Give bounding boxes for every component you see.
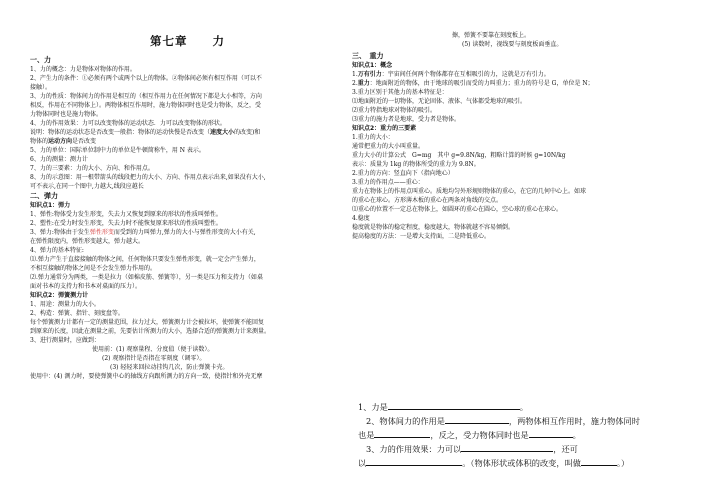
note-text: 物体的 <box>30 138 49 145</box>
text: 3、力的作用效果：力可以 <box>366 444 462 454</box>
text-line: 到原来的长度，因此在测量之前，先要估计所测力的大小，选择合适的弹簧测力计来测量。 <box>30 328 271 335</box>
elastic-body <box>30 210 340 228</box>
elastic-force-line <box>30 228 340 237</box>
note-text: 的改变)和 <box>234 129 261 136</box>
knowledge-point-heading: 知识点1：概念 <box>352 62 393 69</box>
spring-scale-body <box>30 300 340 345</box>
note-bold: 运动方向 <box>48 138 73 145</box>
bold-term: 万有引力 <box>357 71 382 78</box>
quiz-question-1 <box>358 400 680 414</box>
text-line: 相反，作用在不同物体上）。两物体相互作用时，施力物体同时也是受力物体，反之，受 <box>30 102 262 109</box>
left-column <box>30 55 340 381</box>
chapter-title: 第七章 力 <box>150 34 225 48</box>
text: ，两物体相互作用时，施力物体同时 <box>508 416 640 426</box>
answer-blank[interactable] <box>529 428 573 438</box>
text: 以 <box>358 458 367 468</box>
text-line: 4、力的作用效果：力可以改变物体的运动状态．力可以改变物体的形状。 <box>30 120 226 127</box>
text: 1、力是 <box>358 402 388 412</box>
text-line: 7、力的三要素：力的大小、方向、和作用点。 <box>30 165 154 172</box>
text-line: 2.重力的方向：竖直向下（指向地心） <box>352 170 454 177</box>
quiz-question-3-cont <box>358 456 680 470</box>
usage-line: (3) 轻轻来回拉动挂钩几次，防止弹簧卡壳。 <box>110 364 229 371</box>
text-line: 3.重力的作用点——重心： <box>352 179 424 186</box>
section-force-body <box>30 65 340 128</box>
text: ：地面附近的物体，由于地球的吸引而受的力叫重力；重力的符号是 G，单位是 N； <box>369 80 594 87</box>
section-force-body-2 <box>30 146 340 191</box>
text: 而受到的力叫弹力,弹力的大小与弹性形变的大小有关, <box>113 229 256 236</box>
note-text: 说明：物体的运动状态是否改变一般指：物体的运动快慢是否改变（ <box>30 129 211 136</box>
text-line: 面对书本的支持力和书本对桌面的压力）。 <box>30 283 142 290</box>
text: ：宇宙间任何两个物体都存在互相吸引的力，这就是万有引力。 <box>381 71 550 78</box>
text-line: 1.重力的大小： <box>352 134 394 141</box>
text: 1. <box>352 71 358 78</box>
text: ，反之，受力物体同时也是 <box>430 430 529 440</box>
text-line: 稳度就是物体的稳定程度，稳度越大，物体就越不容易倾倒。 <box>352 224 515 231</box>
gravity-body <box>352 88 674 124</box>
answer-blank[interactable] <box>374 428 430 438</box>
answer-blank[interactable] <box>366 456 462 466</box>
text-line: 1、弹性:物体受力发生形变，失去力又恢复到原来的形状的性质叫弹性。 <box>30 211 222 218</box>
text-line: 2、构造：弹簧、指针、刻度盘等。 <box>30 310 124 317</box>
text-line: ⑴重心的位置不一定总在物体上，如圆环的重心在圆心，空心球的重心在球心。 <box>352 206 563 213</box>
knowledge-point-heading: 知识点2：重力的三要素 <box>352 125 417 132</box>
usage-line: 使用前：(1) 观察量程、分度值（便于读数）。 <box>92 346 214 353</box>
force-note-line <box>30 137 340 146</box>
text-line: 提高稳度的方法：一是增大支持面，二是降低重心。 <box>352 233 491 240</box>
text-line: ⑴地面附近的一切物体，无论固体、液体、气体都受地球的吸引。 <box>352 98 527 105</box>
text-line: 3.重力区别于其他力的基本特征是： <box>352 89 448 96</box>
text: 。 <box>519 402 528 412</box>
knowledge-point-heading: 知识点1：弹力 <box>30 202 71 209</box>
elastic-body-2 <box>30 237 340 291</box>
answer-blank[interactable] <box>461 442 553 452</box>
gravity-line <box>352 70 674 79</box>
force-note-line <box>30 128 340 137</box>
text: 。） <box>616 458 630 468</box>
text: 2、物体间力的作用是 <box>366 416 445 426</box>
knowledge-point-heading: 知识点2：弹簧测力计 <box>30 292 89 299</box>
text-line: 不相互接触的物体之间是不会发生弹力作用的。 <box>30 265 157 272</box>
section-gravity-heading: 三、 重力 <box>352 52 384 60</box>
text-line: 重力在物体上的作用点叫重心。质地均匀外形规则物体的重心，在它的几何中心上。如球 <box>352 188 587 195</box>
text-line: 表示：质量为 1kg 的物体所受的重力为 9.8N。 <box>352 161 480 168</box>
text-line: 每个弹簧测力计都有一定的测量范围，拉力过大，弹簧测力计会被拉坏，使弹簧不能回复 <box>30 319 265 326</box>
note-text: 是否改变 <box>72 138 97 145</box>
text-line: ⑴.弹力产生于直接接触的物体之间，任何物体只要发生弹性形变，就一定会产生弹力， <box>30 256 260 263</box>
text-line: 2、塑性:在受力时发生形变，失去力时不能恢复原来形状的性质叫塑性。 <box>30 220 222 227</box>
text-line: ⑶重力的施力者是地球，受力者是物体。 <box>352 116 461 123</box>
right-column <box>352 31 674 241</box>
text-line: 重力大小的计算公式 G=mg 其中 g=9.8N/kg，粗略计算的时候 g=10N/kg <box>352 152 566 159</box>
text-line: 1、力的概念：力是物体对物体的作用。 <box>30 66 136 73</box>
usage-line: (2) 观察指针是否指在零刻度（调零）。 <box>102 355 206 362</box>
note-bold: 速度大小 <box>210 129 235 136</box>
text-line: 通常把重力的大小叫重量。 <box>352 143 425 150</box>
continued-line: (5) 读数时，视线要与刻度板面垂直。 <box>462 41 563 48</box>
text-line: 4.稳度 <box>352 215 370 222</box>
text-line: 力物体同时也是施力物体。 <box>30 111 103 118</box>
text-line: 8、力的示意图：用一根带箭头的线段把力的大小、方向、作用点表示出来,如果没有大小, <box>30 174 266 181</box>
text: ，还可 <box>553 444 578 454</box>
text-line: ⑵重力特指地球对物体的吸引。 <box>352 107 437 114</box>
gravity-elements-body <box>352 133 674 241</box>
text-line: 3、进行测量时，应做到： <box>30 337 100 344</box>
highlight-text: 弹性形变 <box>89 229 114 236</box>
section-elastic-heading: 二、弹力 <box>30 192 58 200</box>
text-line: 在弹性限度内，弹性形变越大，弹力越大。 <box>30 238 145 245</box>
text-line: 1、用途：测量力的大小。 <box>30 301 100 308</box>
fill-in-quiz <box>358 400 680 470</box>
text-line: 2、产生力的条件：①必须有两个或两个以上的物体。②物体间必须有相互作用（可以不 <box>30 75 262 82</box>
text-line: 4、弹力的基本特征: <box>30 247 84 254</box>
answer-blank[interactable] <box>581 456 617 466</box>
text: 也是 <box>358 430 375 440</box>
text-line: 3、力的性质：物体间力的作用是相互的（相互作用力在任何情况下都是大小相等，方向 <box>30 93 262 100</box>
section-force-heading: 一、力 <box>30 56 51 64</box>
text-line: 6、力的测量：测力计 <box>30 156 88 163</box>
answer-blank[interactable] <box>445 414 509 424</box>
answer-blank[interactable] <box>388 400 520 410</box>
text: 3、弹力:物体由于发生 <box>30 229 90 236</box>
text-line: 的重心在球心。方形薄木板的重心在两条对角线的交点。 <box>352 197 503 204</box>
text-line: 可不表示,在同一个图中,力越大,线段应越长 <box>30 183 144 190</box>
quiz-question-2-cont <box>358 428 680 442</box>
text-line: ⑵.弹力通常分为两类，一类是拉力（如棉皮筋、弹簧等），另一类是压力和支持力（如桌 <box>30 274 263 281</box>
text-line: 接触）。 <box>30 84 52 91</box>
bold-term: 重力 <box>357 80 370 87</box>
quiz-question-2 <box>366 414 680 428</box>
continued-line: 擦，弹簧不要靠在刻度板上。 <box>452 32 531 39</box>
text: 。（物体形状或体积的改变，叫做 <box>462 458 581 468</box>
usage-line: 使用中：(4) 测力时，要使弹簧中心的轴线方向跟所测力的方向一致，使指针和外壳无摩 <box>30 373 263 380</box>
text-line: 5、力的单位：国际单位制中力的单位是牛顿简称牛，用 N 表示。 <box>30 147 205 154</box>
text: 2. <box>352 80 358 87</box>
text: 。 <box>572 430 581 440</box>
gravity-line <box>352 79 674 88</box>
quiz-question-3 <box>366 442 680 456</box>
